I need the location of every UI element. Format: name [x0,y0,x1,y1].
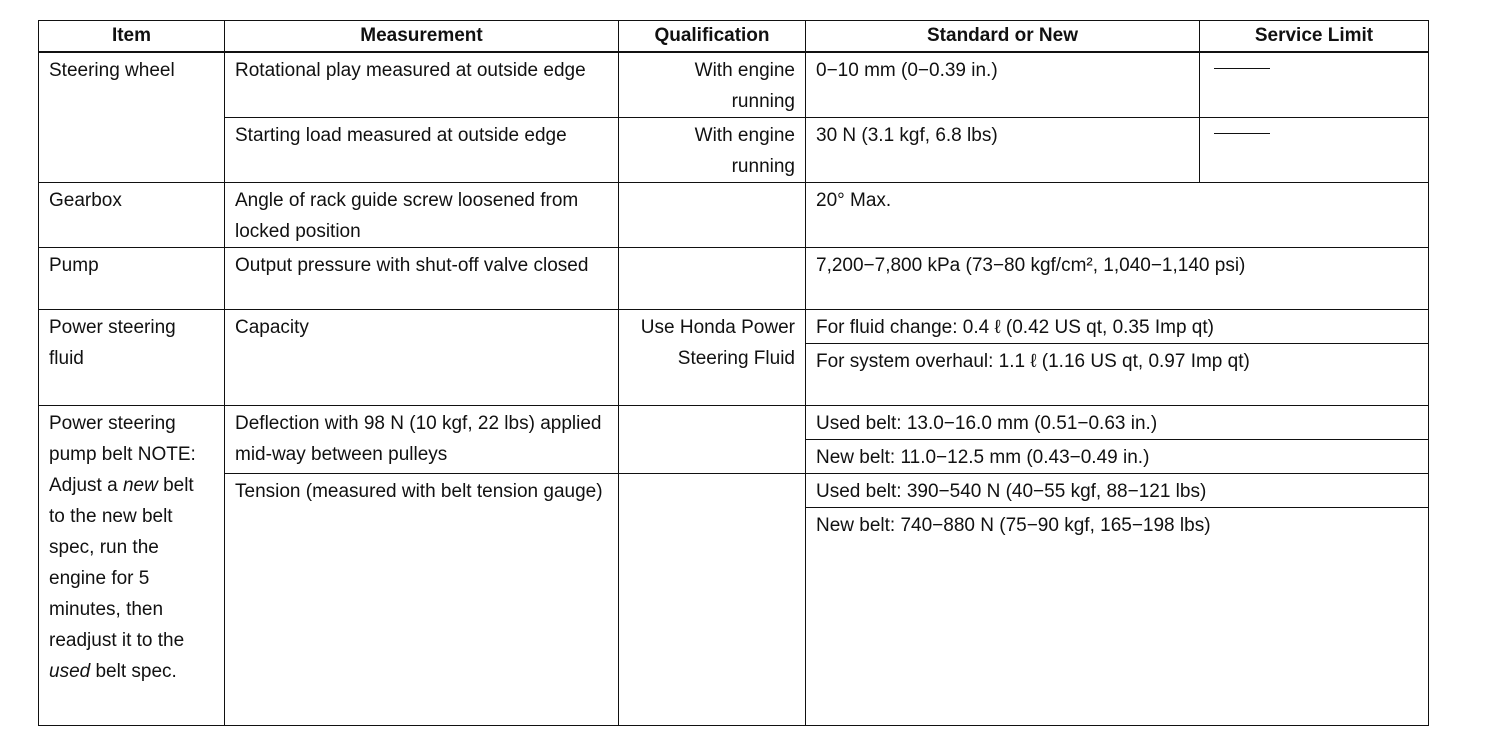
header-row [39,21,1429,53]
qualification-cell [619,248,806,310]
table-row [39,52,1429,118]
qualification-cell [619,406,806,474]
qualification-cell: With engine running [619,52,806,118]
measurement-cell: Angle of rack guide screw loosened from locked position [225,183,619,248]
standard-cell: 30 N (3.1 kgf, 6.8 lbs) [806,118,1200,183]
belt-note-emphasis: used [49,661,91,682]
table-row [39,183,1429,248]
standard-cell: For system overhaul: 1.1 ℓ (1.16 US qt, 0.97 Imp qt) [806,344,1429,406]
header-qualification: Qualification [619,21,806,53]
measurement-cell: Capacity [225,310,619,406]
header-measurement: Measurement [225,21,619,53]
header-standard: Standard or New [806,21,1200,53]
table-row [39,406,1429,440]
belt-note-text: belt spec. [90,661,177,682]
standard-cell: Used belt: 390−540 N (40−55 kgf, 88−121 lbs) [806,474,1429,508]
standard-cell: New belt: 740−880 N (75−90 kgf, 165−198 lbs) [806,508,1429,726]
standard-cell: 7,200−7,800 kPa (73−80 kgf/cm², 1,040−1,140 psi) [806,248,1429,310]
belt-note-text: NOTE: Adjust a [49,444,196,496]
measurement-cell: Output pressure with shut-off valve closed [225,248,619,310]
table-row [39,118,1429,183]
standard-cell: 20° Max. [806,183,1429,248]
item-cell [39,406,225,726]
table-row [39,474,1429,508]
standard-cell: 0−10 mm (0−0.39 in.) [806,52,1200,118]
header-service-limit: Service Limit [1200,21,1429,53]
standard-cell: For fluid change: 0.4 ℓ (0.42 US qt, 0.35 Imp qt) [806,310,1429,344]
table-row [39,310,1429,344]
standard-cell: New belt: 11.0−12.5 mm (0.43−0.49 in.) [806,440,1429,474]
item-cell: Gearbox [39,183,225,248]
header-item: Item [39,21,225,53]
belt-note-emphasis: new [122,475,158,496]
table-row [39,248,1429,310]
qualification-cell: With engine running [619,118,806,183]
standard-cell: Used belt: 13.0−16.0 mm (0.51−0.63 in.) [806,406,1429,440]
none-dash [1214,133,1270,134]
measurement-cell: Starting load measured at outside edge [225,118,619,183]
none-dash [1214,68,1270,69]
specifications-table [38,20,1429,726]
measurement-cell: Tension (measured with belt tension gauge) [225,474,619,726]
item-cell: Power steering fluid [39,310,225,406]
qualification-cell [619,183,806,248]
qualification-cell [619,474,806,726]
measurement-cell: Rotational play measured at outside edge [225,52,619,118]
service-limit-cell [1200,52,1429,118]
belt-item-title: Power steering pump belt [49,413,176,465]
belt-note-text: belt to the new belt spec, run the engine for 5 minutes, then readjust it to the [49,475,194,651]
item-cell: Pump [39,248,225,310]
item-cell: Steering wheel [39,52,225,183]
service-limit-cell [1200,118,1429,183]
measurement-cell: Deflection with 98 N (10 kgf, 22 lbs) applied mid-way between pulleys [225,406,619,474]
qualification-cell: Use Honda Power Steering Fluid [619,310,806,406]
